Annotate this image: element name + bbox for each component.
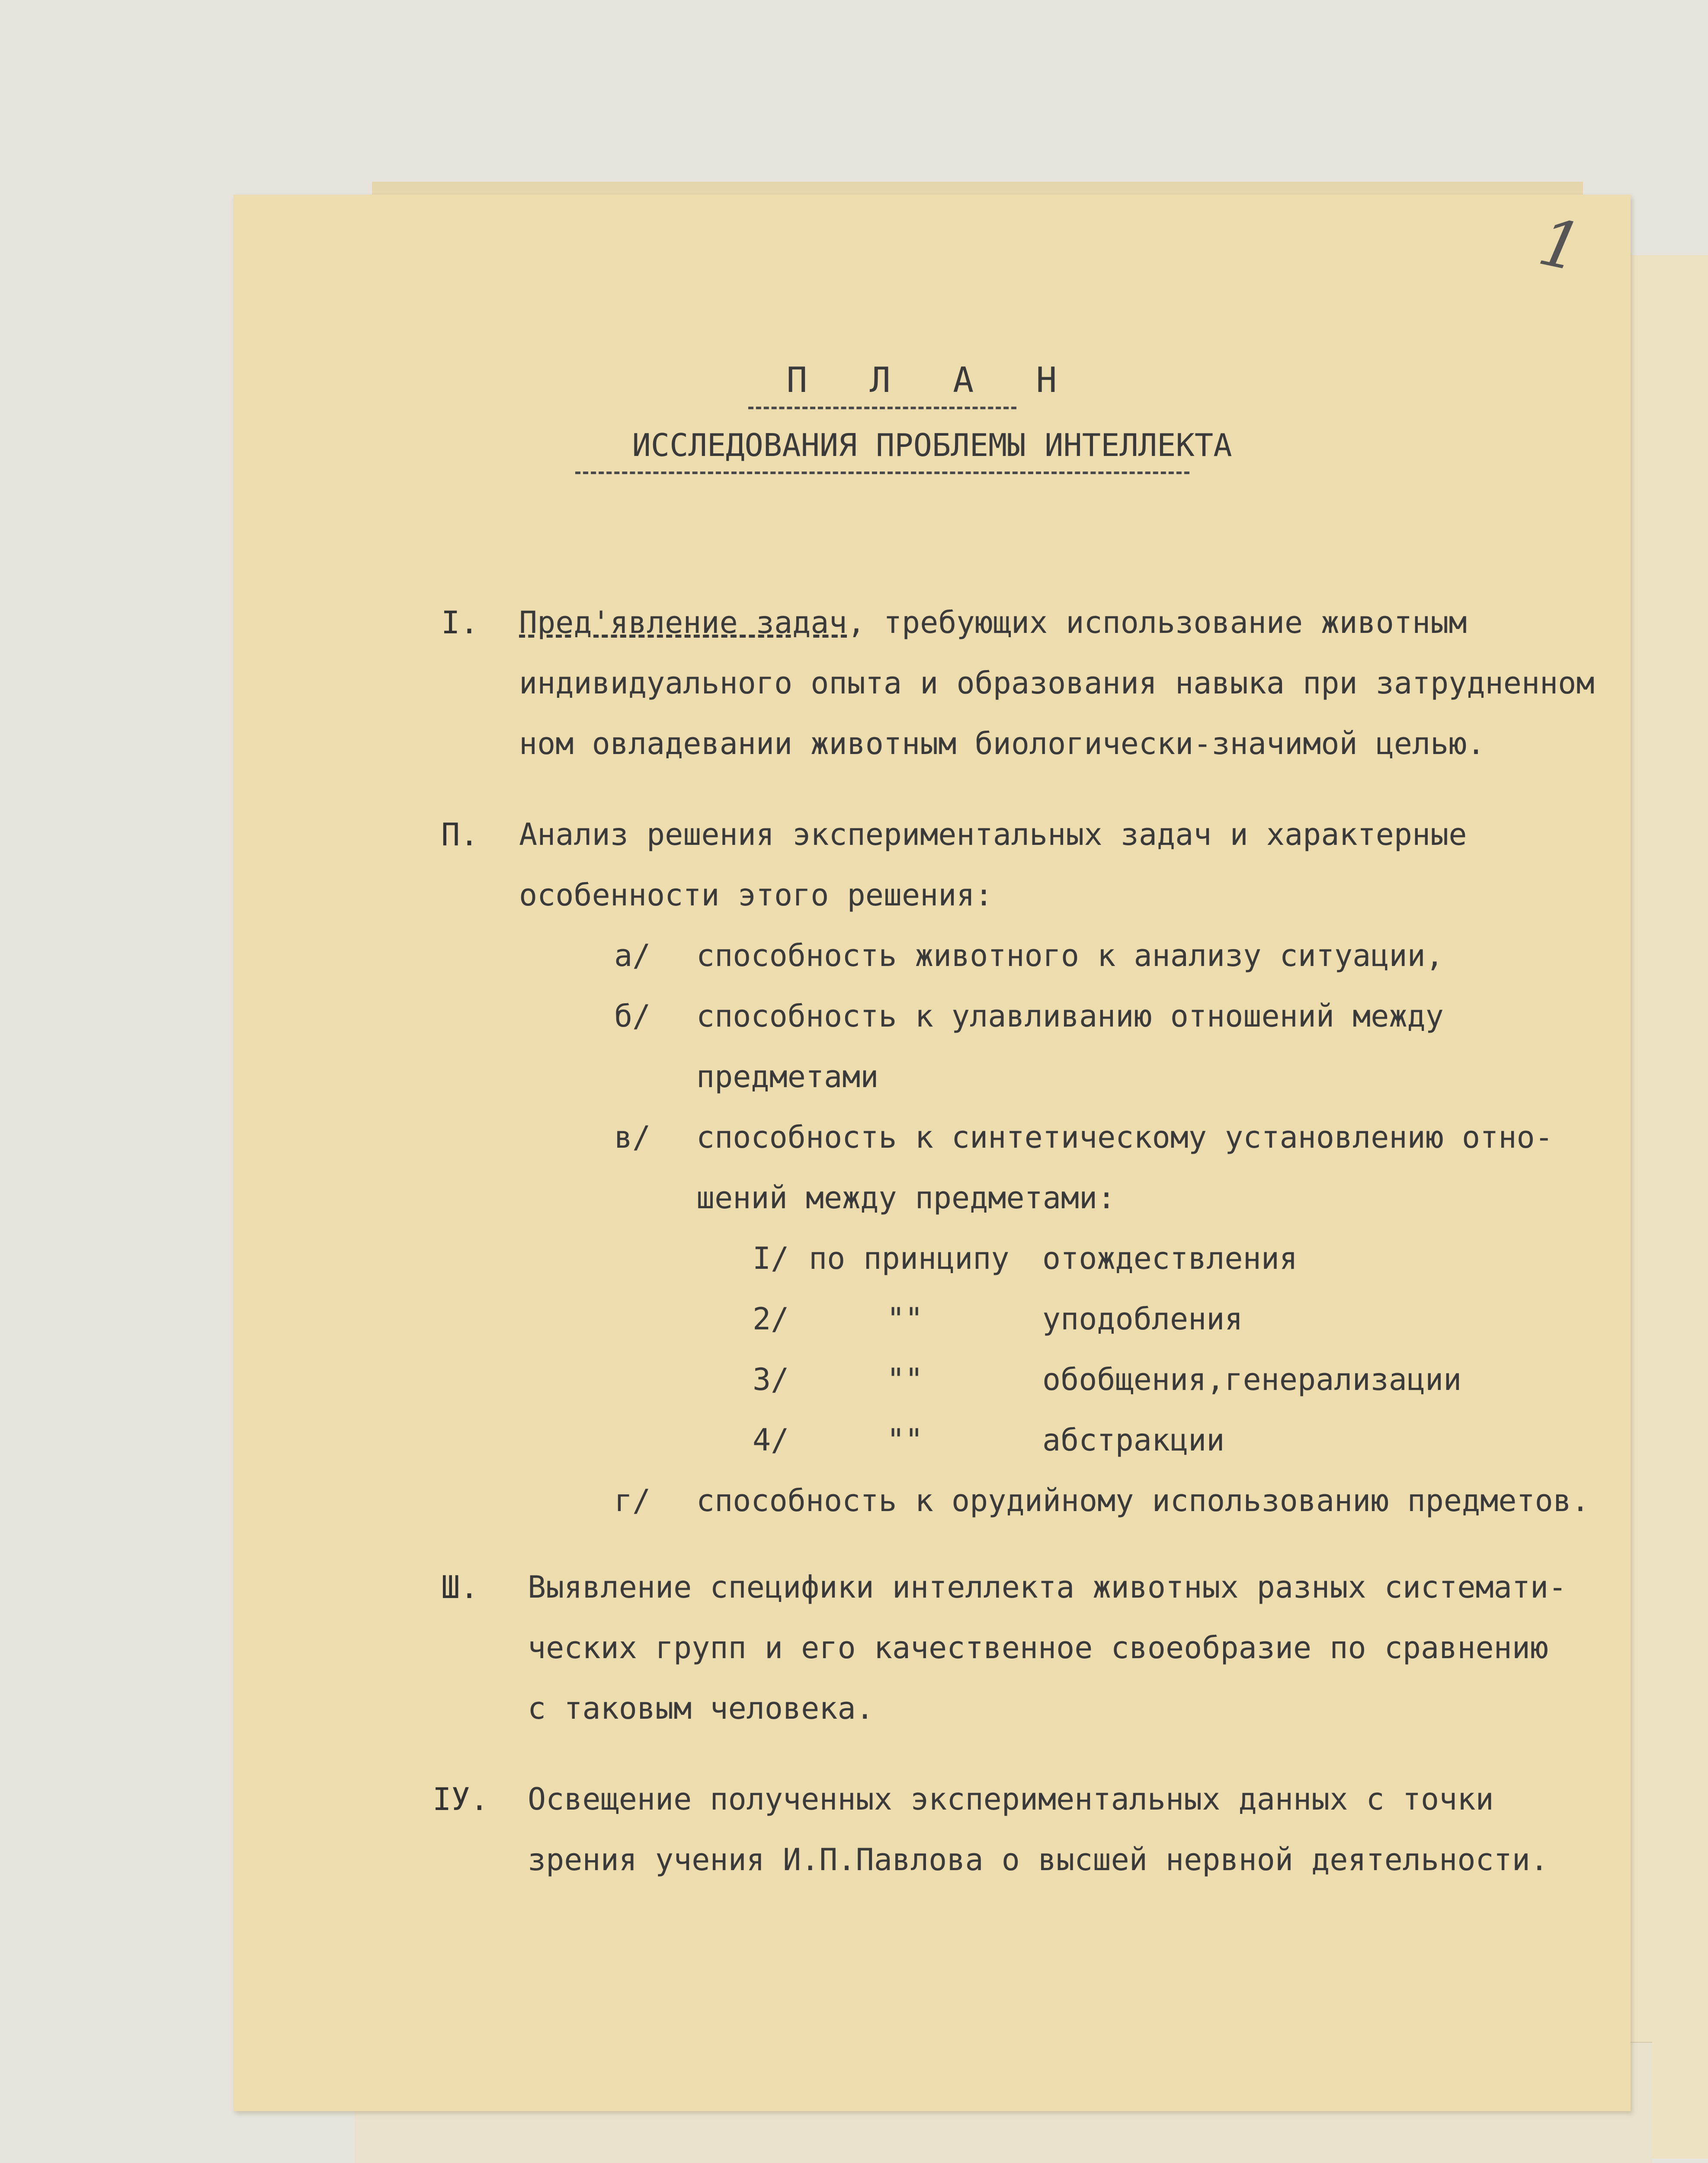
section-4-number: IУ. xyxy=(433,1781,489,1817)
subitem-4-text: абстракции xyxy=(1042,1422,1225,1458)
item-a-marker: а/ xyxy=(614,938,651,973)
item-b-continuation: предметами xyxy=(696,1059,879,1094)
section-2-line-1: Анализ решения экспериментальных задач и характерные xyxy=(519,817,1467,852)
item-v-continuation: шений между предметами: xyxy=(696,1180,1116,1216)
section-3-line-1: Выявление специфики интеллекта животных разных системати- xyxy=(528,1569,1567,1605)
subitem-4-marker: 4/ xyxy=(753,1422,789,1458)
subitem-1-mid: по принципу xyxy=(809,1241,1009,1276)
subitem-1-text: отождествления xyxy=(1042,1241,1298,1276)
section-1-line-1-rest: , требующих использование животным xyxy=(847,605,1467,640)
document-subtitle: ИССЛЕДОВАНИЯ ПРОБЛЕМЫ ИНТЕЛЛЕКТА xyxy=(632,427,1232,463)
item-b-text: способность к улавливанию отношений между xyxy=(696,998,1444,1034)
subtitle-rule xyxy=(575,472,1189,474)
section-2-number: П. xyxy=(441,816,479,853)
subitem-3-marker: 3/ xyxy=(753,1362,789,1397)
section-4-line-2: зрения учения И.П.Павлова о высшей нервной деятельности. xyxy=(528,1842,1549,1877)
section-3-line-2: ческих групп и его качественное своеобразие по сравнению xyxy=(528,1630,1549,1666)
subitem-2-text: уподобления xyxy=(1042,1301,1243,1337)
section-1-line-2: индивидуального опыта и образования навыка при затрудненном xyxy=(519,665,1595,701)
section-1-line-1 xyxy=(519,593,1467,652)
section-3-number: Ш. xyxy=(441,1569,479,1605)
section-1-number: I. xyxy=(441,604,479,641)
subitem-3-mid: "" xyxy=(887,1362,923,1397)
page-number: 1 xyxy=(1532,204,1589,287)
subitem-2-marker: 2/ xyxy=(753,1301,789,1337)
item-v-text: способность к синтетическому установлению отно- xyxy=(696,1120,1553,1155)
section-3-line-3: с таковым человека. xyxy=(528,1691,874,1726)
item-g-text: способность к орудийному использованию предметов. xyxy=(696,1483,1590,1518)
subitem-3-text: обобщения,генерализации xyxy=(1042,1362,1462,1397)
title-rule xyxy=(748,407,1016,409)
section-4-line-1: Освещение полученных экспериментальных данных с точки xyxy=(528,1781,1494,1817)
item-g-marker: г/ xyxy=(614,1483,651,1518)
subitem-4-mid: "" xyxy=(887,1422,923,1458)
item-v-marker: в/ xyxy=(614,1120,651,1155)
section-1-lead: Пред'явление задач xyxy=(519,605,847,640)
item-a-text: способность животного к анализу ситуации, xyxy=(696,938,1444,973)
item-b-marker: б/ xyxy=(614,998,651,1034)
section-2-line-2: особенности этого решения: xyxy=(519,877,993,913)
document-title: П Л А Н xyxy=(786,360,1078,400)
subitem-1-marker: I/ xyxy=(753,1241,789,1276)
document-page xyxy=(234,195,1631,2111)
subitem-2-mid: "" xyxy=(887,1301,923,1337)
section-1-line-3: ном овладевании животным биологически-значимой целью. xyxy=(519,726,1485,761)
